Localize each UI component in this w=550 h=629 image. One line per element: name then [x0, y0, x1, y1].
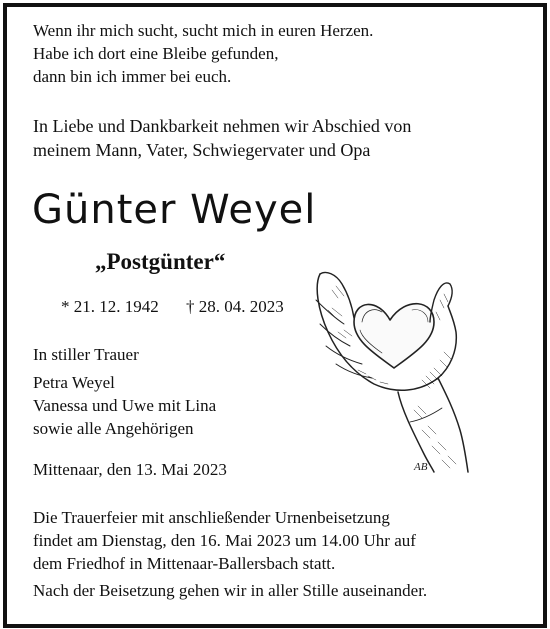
hand-holding-heart-icon [302, 260, 477, 475]
ceremony-line-2: findet am Dienstag, den 16. Mai 2023 um 14.00 Uhr auf [33, 531, 416, 550]
death-date: † 28. 04. 2023 [186, 297, 284, 316]
poem-line-2: Habe ich dort eine Bleibe gefunden, [33, 44, 279, 63]
poem-line-3: dann bin ich immer bei euch. [33, 67, 232, 86]
mourner-line-1: Petra Weyel [33, 373, 115, 392]
birth-date: * 21. 12. 1942 [61, 297, 159, 316]
mourner-line-3: sowie alle Angehörigen [33, 419, 194, 438]
ceremony-line-1: Die Trauerfeier mit anschließender Urnenbeisetzung [33, 508, 390, 527]
closing-text: Nach der Beisetzung gehen wir in aller Stille auseinander. [33, 581, 428, 600]
deceased-nickname: „Postgünter“ [95, 249, 226, 274]
intro-line-2: meinem Mann, Vater, Schwiegervater und Opa [33, 140, 371, 160]
place-date: Mittenaar, den 13. Mai 2023 [33, 460, 227, 479]
mourners-heading: In stiller Trauer [33, 345, 139, 364]
deceased-name: Günter Weyel [32, 187, 317, 233]
artist-signature: AB [414, 461, 428, 473]
poem-line-1: Wenn ihr mich sucht, sucht mich in euren Herzen. [33, 21, 374, 40]
mourner-line-2: Vanessa und Uwe mit Lina [33, 396, 217, 415]
ceremony-line-3: dem Friedhof in Mittenaar-Ballersbach statt. [33, 554, 336, 573]
intro-line-1: In Liebe und Dankbarkeit nehmen wir Abschied von [33, 116, 412, 136]
